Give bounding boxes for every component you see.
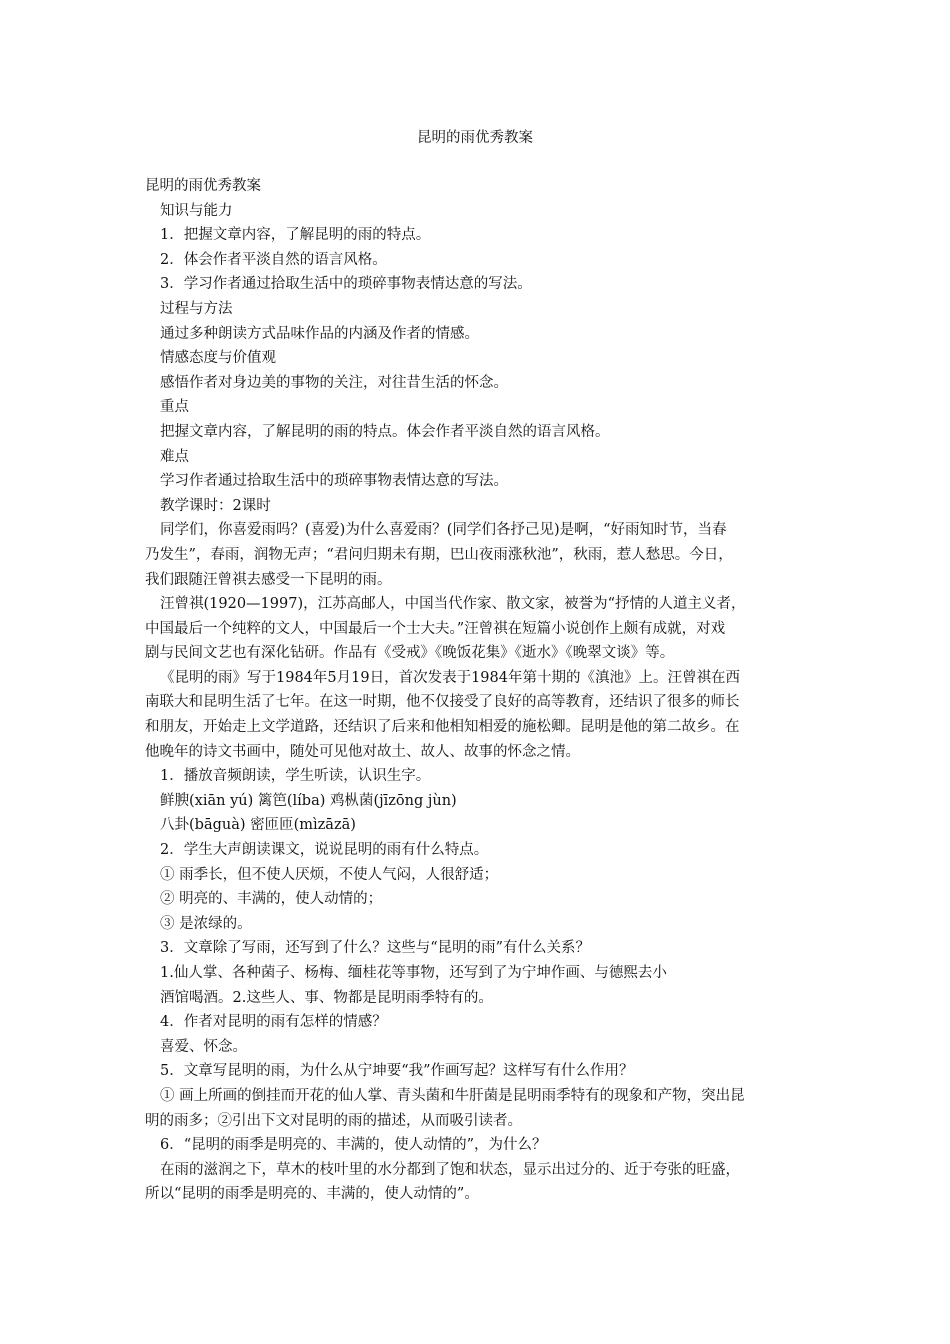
text-line: 感悟作者对身边美的事物的关注，对往昔生活的怀念。 <box>160 374 508 391</box>
text-line: 酒馆喝酒。2.这些人、事、物都是昆明雨季特有的。 <box>160 989 493 1006</box>
text-line: 中国最后一个纯粹的文人，中国最后一个士大夫。”汪曾祺在短篇小说创作上颇有成就，对戏 <box>145 620 726 637</box>
text-line: 在雨的滋润之下，草木的枝叶里的水分都到了饱和状态，显示出过分的、近于夸张的旺盛， <box>160 1161 740 1178</box>
text-line: 情感态度与价值观 <box>160 350 276 367</box>
text-line: 知识与能力 <box>160 202 233 219</box>
text-line: ② 明亮的、丰满的，使人动情的； <box>160 891 383 908</box>
text-line: 重点 <box>160 399 189 416</box>
text-line: 学习作者通过拾取生活中的琐碎事物表情达意的写法。 <box>160 473 508 490</box>
text-line: 2．体会作者平淡自然的语言风格。 <box>160 251 387 268</box>
text-line: 八卦(bāguà) 密匝匝(mìzāzā) <box>160 817 356 834</box>
text-line: 鲜腴(xiān yú) 篱笆(líba) 鸡枞菌(jīzōng jùn) <box>160 792 457 809</box>
text-line: 教学课时：2课时 <box>160 497 271 514</box>
text-line: 6．“昆明的雨季是明亮的、丰满的，使人动情的”，为什么？ <box>160 1137 547 1154</box>
text-line: 4．作者对昆明的雨有怎样的情感？ <box>160 1014 387 1031</box>
text-line: 3．文章除了写雨，还写到了什么？这些与“昆明的雨”有什么关系？ <box>160 940 591 957</box>
text-line: 难点 <box>160 448 189 465</box>
text-line: 剧与民间文艺也有深化钻研。作品有《受戒》《晚饭花集》《逝水》《晚翠文谈》等。 <box>145 645 675 662</box>
text-line: 他晚年的诗文书画中，随处可见他对故土、故人、故事的怀念之情。 <box>145 743 580 760</box>
text-line: 1．播放音频朗读，学生听读，认识生字。 <box>160 768 431 785</box>
text-line: 3．学习作者通过拾取生活中的琐碎事物表情达意的写法。 <box>160 276 532 293</box>
text-line: 喜爱、怀念。 <box>160 1038 247 1055</box>
text-line: 所以“昆明的雨季是明亮的、丰满的，使人动情的”。 <box>145 1186 479 1203</box>
text-line: 1．把握文章内容，了解昆明的雨的特点。 <box>160 227 431 244</box>
text-line: 南联大和昆明生活了七年。在这一时期，他不仅接受了良好的高等教育，还结识了很多的师长 <box>145 694 740 711</box>
text-line: ① 画上所画的倒挂而开花的仙人掌、青头菌和牛肝菌是昆明雨季特有的现象和产物，突出昆 <box>160 1087 745 1104</box>
text-line: ③ 是浓绿的。 <box>160 915 252 932</box>
text-line: 乃发生”，春雨，润物无声；“君问归期未有期，巴山夜雨涨秋池”，秋雨，惹人愁思。今日， <box>145 546 733 563</box>
text-line: 同学们，你喜爱雨吗？(喜爱)为什么喜爱雨？(同学们各抒己见)是啊，“好雨知时节，当春 <box>160 522 727 539</box>
document-title: 昆明的雨优秀教案 <box>417 130 533 146</box>
text-line: ① 雨季长，但不使人厌烦，不使人气闷，人很舒适； <box>160 866 499 883</box>
text-line: 《昆明的雨》写于1984年5月19日，首次发表于1984年第十期的《滇池》上。汪曾祺在西 <box>160 669 740 686</box>
text-line: 把握文章内容，了解昆明的雨的特点。体会作者平淡自然的语言风格。 <box>160 423 610 440</box>
text-line: 过程与方法 <box>160 300 233 317</box>
text-line: 1.仙人掌、各种菌子、杨梅、缅桂花等事物，还写到了为宁坤作画、与德熙去小 <box>160 965 667 981</box>
text-line: 和朋友，开始走上文学道路，还结识了后来和他相知相爱的施松卿。昆明是他的第二故乡。在 <box>145 719 740 736</box>
text-line: 昆明的雨优秀教案 <box>145 178 261 194</box>
text-line: 5．文章写昆明的雨，为什么从宁坤要“我”作画写起？这样写有什么作用？ <box>160 1063 634 1080</box>
text-line: 通过多种朗读方式品味作品的内涵及作者的情感。 <box>160 325 479 342</box>
text-line: 汪曾祺(1920—1997)，江苏高邮人，中国当代作家、散文家，被誉为“抒情的人道主义者， <box>160 596 746 613</box>
text-line: 明的雨多；②引出下文对昆明的雨的描述，从而吸引读者。 <box>145 1112 522 1129</box>
document-body <box>145 174 810 1207</box>
text-line: 2．学生大声朗读课文，说说昆明的雨有什么特点。 <box>160 842 489 859</box>
text-line: 我们跟随汪曾祺去感受一下昆明的雨。 <box>145 571 392 588</box>
